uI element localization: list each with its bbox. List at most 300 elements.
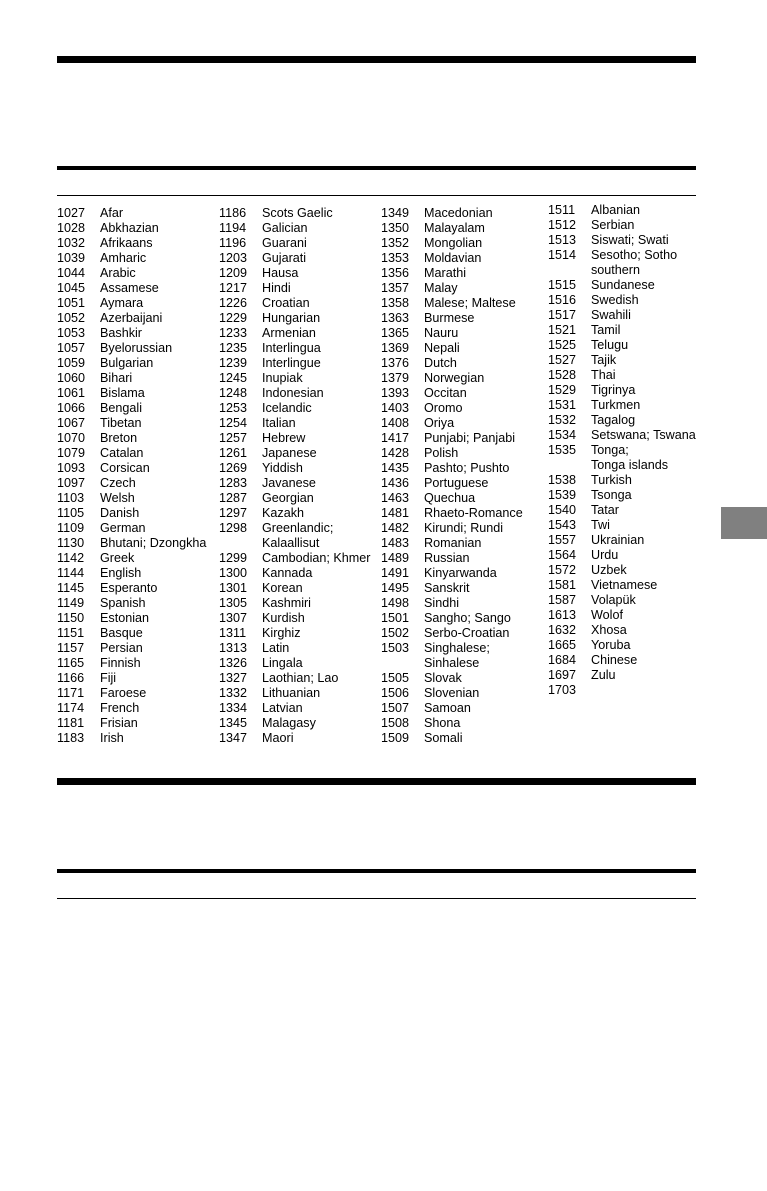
language-name: Yiddish	[262, 461, 303, 475]
language-row	[57, 611, 206, 626]
language-row	[219, 236, 371, 251]
language-row	[219, 266, 371, 281]
language-code: 1051	[57, 296, 86, 310]
language-row	[57, 266, 206, 281]
language-name: Oromo	[424, 401, 463, 415]
language-name: Georgian	[262, 491, 314, 505]
language-name: Bhutani; Dzongkha	[100, 536, 207, 550]
language-code: 1514	[548, 248, 577, 262]
language-row	[219, 326, 371, 341]
language-code: 1233	[219, 326, 248, 340]
language-code: 1254	[219, 416, 248, 430]
language-row	[548, 653, 696, 668]
language-code: 1261	[219, 446, 248, 460]
language-row	[219, 311, 371, 326]
language-row	[548, 488, 696, 503]
language-row	[219, 536, 371, 551]
language-code: 1165	[57, 656, 85, 670]
language-name: Uzbek	[591, 563, 627, 577]
language-row	[548, 578, 696, 593]
language-code: 1334	[219, 701, 248, 715]
language-name: Catalan	[100, 446, 144, 460]
language-row	[548, 368, 696, 383]
language-name: Kurdish	[262, 611, 305, 625]
language-code: 1528	[548, 368, 577, 382]
language-name: Bislama	[100, 386, 145, 400]
language-row	[548, 623, 696, 638]
language-row	[381, 596, 523, 611]
language-name: Cambodian; Khmer	[262, 551, 371, 565]
language-name: Ukrainian	[591, 533, 645, 547]
language-code: 1297	[219, 506, 248, 520]
language-row	[548, 353, 696, 368]
language-name: Tatar	[591, 503, 619, 517]
language-name: Indonesian	[262, 386, 324, 400]
language-name: Serbian	[591, 218, 635, 232]
language-code: 1540	[548, 503, 577, 517]
language-name: Tagalog	[591, 413, 636, 427]
language-name: Guarani	[262, 236, 307, 250]
language-name: Interlingue	[262, 356, 321, 370]
language-row	[57, 386, 206, 401]
language-code: 1181	[57, 716, 85, 730]
language-row	[381, 716, 523, 731]
language-row	[381, 371, 523, 386]
language-row	[548, 203, 696, 218]
language-row	[381, 626, 523, 641]
language-row	[548, 518, 696, 533]
language-name: Kirundi; Rundi	[424, 521, 504, 535]
language-code: 1248	[219, 386, 248, 400]
language-row	[381, 416, 523, 431]
language-row	[219, 431, 371, 446]
language-name: Afar	[100, 206, 124, 220]
language-row	[57, 221, 206, 236]
language-row	[381, 266, 523, 281]
language-code: 1483	[381, 536, 410, 550]
section-thumb-tab	[721, 507, 767, 539]
language-code: 1581	[548, 578, 577, 592]
language-code: 1481	[381, 506, 410, 520]
language-code: 1257	[219, 431, 248, 445]
language-code: 1044	[57, 266, 86, 280]
language-code: 1613	[548, 608, 577, 622]
language-row	[381, 281, 523, 296]
language-name: Latin	[262, 641, 290, 655]
language-code: 1311	[219, 626, 247, 640]
language-row	[381, 506, 523, 521]
language-row	[381, 641, 523, 656]
language-name: Somali	[424, 731, 463, 745]
language-code: 1535	[548, 443, 577, 457]
language-code: 1144	[57, 566, 85, 580]
language-name: Marathi	[424, 266, 466, 280]
language-name: Thai	[591, 368, 616, 382]
language-row	[219, 476, 371, 491]
language-code: 1151	[57, 626, 85, 640]
language-code: 1417	[381, 431, 410, 445]
language-row	[381, 611, 523, 626]
language-row	[548, 533, 696, 548]
language-row	[57, 506, 206, 521]
language-name: Irish	[100, 731, 124, 745]
language-code: 1298	[219, 521, 248, 535]
language-code: 1509	[381, 731, 410, 745]
language-name: Greenlandic;	[262, 521, 334, 535]
language-code: 1502	[381, 626, 410, 640]
language-code: 1150	[57, 611, 85, 625]
language-row	[381, 326, 523, 341]
language-code: 1363	[381, 311, 410, 325]
language-code: 1508	[381, 716, 410, 730]
language-row	[219, 731, 371, 746]
language-name: Swedish	[591, 293, 639, 307]
language-code: 1196	[219, 236, 247, 250]
language-row	[219, 251, 371, 266]
language-name: Korean	[262, 581, 303, 595]
language-name: Bashkir	[100, 326, 142, 340]
language-name: Tonga islands	[591, 458, 669, 472]
language-row	[57, 641, 206, 656]
language-code: 1403	[381, 401, 410, 415]
language-name: Persian	[100, 641, 143, 655]
language-name: Welsh	[100, 491, 135, 505]
language-name: Byelorussian	[100, 341, 173, 355]
language-name: Interlingua	[262, 341, 321, 355]
language-code: 1171	[57, 686, 85, 700]
language-row	[57, 596, 206, 611]
language-name: Tajik	[591, 353, 617, 367]
language-name: Russian	[424, 551, 470, 565]
language-code: 1097	[57, 476, 86, 490]
language-code: 1534	[548, 428, 577, 442]
language-code: 1365	[381, 326, 410, 340]
language-row	[219, 386, 371, 401]
language-row	[219, 281, 371, 296]
language-row	[381, 446, 523, 461]
language-row	[57, 491, 206, 506]
language-code: 1130	[57, 536, 85, 550]
language-name: Corsican	[100, 461, 150, 475]
language-column-4	[548, 203, 696, 698]
language-code: 1209	[219, 266, 248, 280]
language-name: Mongolian	[424, 236, 483, 250]
language-row	[57, 671, 206, 686]
language-code: 1060	[57, 371, 86, 385]
language-name: Dutch	[424, 356, 457, 370]
language-name: Burmese	[424, 311, 475, 325]
language-name: Hausa	[262, 266, 299, 280]
language-code: 1057	[57, 341, 86, 355]
language-code: 1564	[548, 548, 577, 562]
language-code: 1527	[548, 353, 577, 367]
lower-section-rule	[57, 869, 696, 873]
language-code: 1498	[381, 596, 410, 610]
language-row	[548, 593, 696, 608]
language-name: Malay	[424, 281, 458, 295]
language-code: 1489	[381, 551, 410, 565]
language-code: 1463	[381, 491, 410, 505]
language-code: 1301	[219, 581, 248, 595]
language-row	[548, 563, 696, 578]
language-name: Afrikaans	[100, 236, 153, 250]
language-name: Moldavian	[424, 251, 482, 265]
language-code: 1039	[57, 251, 86, 265]
language-row	[381, 701, 523, 716]
language-name: Greek	[100, 551, 135, 565]
language-row	[57, 656, 206, 671]
language-column-1	[57, 206, 206, 746]
language-code: 1326	[219, 656, 248, 670]
language-name: Maori	[262, 731, 294, 745]
language-name: Slovenian	[424, 686, 480, 700]
language-name: Kazakh	[262, 506, 305, 520]
language-row	[381, 581, 523, 596]
language-row	[381, 386, 523, 401]
language-name: Danish	[100, 506, 140, 520]
language-row	[219, 551, 371, 566]
language-row	[381, 476, 523, 491]
language-name: Turkmen	[591, 398, 641, 412]
language-name: Punjabi; Panjabi	[424, 431, 516, 445]
language-name: Samoan	[424, 701, 471, 715]
language-code: 1174	[57, 701, 85, 715]
language-name: Malayalam	[424, 221, 485, 235]
language-code: 1503	[381, 641, 410, 655]
language-row	[57, 686, 206, 701]
language-row	[548, 293, 696, 308]
language-row	[381, 401, 523, 416]
language-name: Wolof	[591, 608, 623, 622]
language-name: Chinese	[591, 653, 638, 667]
language-row	[219, 491, 371, 506]
language-name: Nepali	[424, 341, 460, 355]
language-name: Kashmiri	[262, 596, 311, 610]
language-code: 1349	[381, 206, 410, 220]
language-code: 1149	[57, 596, 85, 610]
language-row	[381, 671, 523, 686]
language-code: 1194	[219, 221, 247, 235]
language-row	[219, 446, 371, 461]
language-row	[219, 416, 371, 431]
language-row	[219, 461, 371, 476]
language-code: 1245	[219, 371, 248, 385]
language-name: Amharic	[100, 251, 147, 265]
language-name: Laothian; Lao	[262, 671, 339, 685]
language-code: 1511	[548, 203, 576, 217]
language-code: 1347	[219, 731, 248, 745]
language-name: Swahili	[591, 308, 631, 322]
language-row	[548, 323, 696, 338]
language-row	[219, 686, 371, 701]
language-code: 1491	[381, 566, 410, 580]
language-name: Pashto; Pushto	[424, 461, 510, 475]
language-row	[381, 251, 523, 266]
language-name: Czech	[100, 476, 136, 490]
language-row	[219, 341, 371, 356]
language-name: Yoruba	[591, 638, 631, 652]
language-code	[381, 656, 424, 671]
language-name: Armenian	[262, 326, 316, 340]
language-name: Scots Gaelic	[262, 206, 333, 220]
language-code: 1186	[219, 206, 247, 220]
language-name: Sindhi	[424, 596, 460, 610]
language-row	[219, 566, 371, 581]
language-name: Hebrew	[262, 431, 306, 445]
language-code: 1356	[381, 266, 410, 280]
language-code: 1027	[57, 206, 86, 220]
language-name: Hindi	[262, 281, 291, 295]
language-name: Galician	[262, 221, 308, 235]
language-code: 1287	[219, 491, 248, 505]
language-code: 1253	[219, 401, 248, 415]
language-code: 1684	[548, 653, 577, 667]
language-row	[219, 521, 371, 536]
language-name: Polish	[424, 446, 459, 460]
language-code: 1665	[548, 638, 577, 652]
language-row	[219, 206, 371, 221]
language-name: Finnish	[100, 656, 141, 670]
language-name: Bulgarian	[100, 356, 154, 370]
language-code: 1109	[57, 521, 85, 535]
language-row	[57, 701, 206, 716]
language-code: 1235	[219, 341, 248, 355]
language-row	[381, 296, 523, 311]
language-name: Singhalese;	[424, 641, 490, 655]
language-name: Occitan	[424, 386, 467, 400]
language-row	[548, 218, 696, 233]
language-code: 1145	[57, 581, 85, 595]
language-name: Macedonian	[424, 206, 493, 220]
language-code: 1513	[548, 233, 577, 247]
language-row	[548, 458, 696, 473]
language-name: Setswana; Tswana	[591, 428, 696, 442]
language-name: Sesotho; Sotho	[591, 248, 678, 262]
language-row	[381, 311, 523, 326]
language-row	[548, 683, 696, 698]
language-code: 1307	[219, 611, 248, 625]
language-name: Sanskrit	[424, 581, 470, 595]
table-top-rule	[57, 195, 696, 196]
language-row	[57, 626, 206, 641]
language-row	[219, 356, 371, 371]
language-row	[219, 626, 371, 641]
language-row	[57, 251, 206, 266]
language-name: Arabic	[100, 266, 136, 280]
language-code: 1032	[57, 236, 86, 250]
language-name: Fiji	[100, 671, 117, 685]
language-code: 1506	[381, 686, 410, 700]
language-name: Japanese	[262, 446, 317, 460]
language-name: Siswati; Swati	[591, 233, 669, 247]
language-row	[548, 548, 696, 563]
language-name: Italian	[262, 416, 296, 430]
language-row	[57, 521, 206, 536]
language-name: English	[100, 566, 142, 580]
language-code: 1525	[548, 338, 577, 352]
language-name: Sangho; Sango	[424, 611, 511, 625]
language-code: 1572	[548, 563, 577, 577]
language-code: 1539	[548, 488, 577, 502]
language-code: 1521	[548, 323, 577, 337]
language-code: 1531	[548, 398, 577, 412]
language-name: Sinhalese	[424, 656, 480, 670]
language-row	[219, 596, 371, 611]
language-row	[219, 401, 371, 416]
section-rule	[57, 166, 696, 170]
language-code: 1408	[381, 416, 410, 430]
language-code: 1203	[219, 251, 248, 265]
language-row	[381, 566, 523, 581]
language-code: 1543	[548, 518, 577, 532]
language-row	[57, 401, 206, 416]
language-name: Portuguese	[424, 476, 489, 490]
language-code: 1313	[219, 641, 248, 655]
language-code	[548, 263, 591, 278]
language-row	[381, 236, 523, 251]
language-name: Malagasy	[262, 716, 316, 730]
language-row	[548, 413, 696, 428]
language-row	[219, 641, 371, 656]
language-code: 1495	[381, 581, 410, 595]
language-row	[548, 308, 696, 323]
language-code: 1142	[57, 551, 85, 565]
language-name: Tsonga	[591, 488, 632, 502]
language-name: Lingala	[262, 656, 303, 670]
language-name: Tigrinya	[591, 383, 636, 397]
language-name: Volapük	[591, 593, 636, 607]
language-name: French	[100, 701, 140, 715]
language-code	[548, 458, 591, 473]
language-name: Faroese	[100, 686, 147, 700]
language-name: Xhosa	[591, 623, 627, 637]
language-row	[381, 656, 523, 671]
language-code: 1283	[219, 476, 248, 490]
language-code: 1357	[381, 281, 410, 295]
language-row	[219, 716, 371, 731]
language-code: 1299	[219, 551, 248, 565]
language-row	[548, 668, 696, 683]
language-name: Sundanese	[591, 278, 655, 292]
language-code: 1332	[219, 686, 248, 700]
language-name: Spanish	[100, 596, 146, 610]
language-row	[381, 356, 523, 371]
language-row	[57, 551, 206, 566]
language-code: 1239	[219, 356, 248, 370]
language-name: Azerbaijani	[100, 311, 163, 325]
language-name: Turkish	[591, 473, 632, 487]
language-row	[548, 338, 696, 353]
language-row	[57, 461, 206, 476]
language-row	[219, 221, 371, 236]
language-name: Rhaeto-Romance	[424, 506, 523, 520]
language-name: Hungarian	[262, 311, 321, 325]
language-code: 1166	[57, 671, 85, 685]
language-row	[57, 716, 206, 731]
language-row	[219, 296, 371, 311]
language-row	[381, 731, 523, 746]
language-row	[57, 581, 206, 596]
language-name: Twi	[591, 518, 610, 532]
language-code: 1226	[219, 296, 248, 310]
language-code: 1028	[57, 221, 86, 235]
language-row	[548, 473, 696, 488]
language-row	[548, 233, 696, 248]
language-code: 1305	[219, 596, 248, 610]
language-name: Zulu	[591, 668, 616, 682]
language-column-2	[219, 206, 371, 746]
language-name: Romanian	[424, 536, 482, 550]
